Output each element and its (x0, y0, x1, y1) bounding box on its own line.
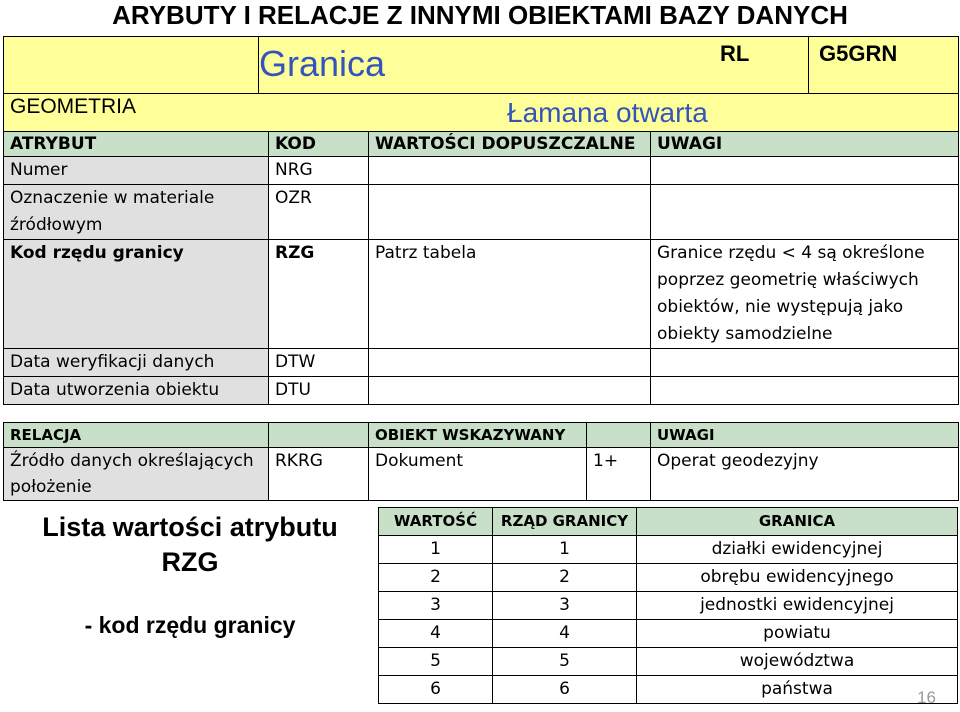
header-cell (587, 423, 651, 448)
attribute-values (369, 157, 651, 185)
boundary-cell: powiatu (637, 620, 958, 648)
header-cell: RZĄD GRANICY (493, 508, 637, 536)
attribute-notes (651, 185, 959, 240)
header-cell: ATRYBUT (4, 132, 269, 157)
table-row (379, 536, 958, 564)
attribute-name: Data weryfikacji danych (4, 349, 269, 377)
relation-object: Dokument (369, 448, 587, 501)
geometry-label: GEOMETRIA (10, 95, 137, 118)
attribute-name: Numer (4, 157, 269, 185)
object-rl: RL (720, 41, 750, 66)
table-row (379, 676, 958, 704)
table-header-row (379, 508, 958, 536)
header-cell: UWAGI (651, 423, 959, 448)
order-cell: 5 (493, 648, 637, 676)
side-subtitle: - kod rzędu granicy (84, 612, 296, 638)
order-cell: 4 (493, 620, 637, 648)
header-cell: WARTOŚCI DOPUSZCZALNE (369, 132, 651, 157)
table-row (4, 185, 959, 240)
attribute-code: DTU (269, 377, 369, 405)
table-row (4, 349, 959, 377)
side-title: Lista wartości atrybutu (42, 512, 338, 542)
value-cell: 4 (379, 620, 493, 648)
attribute-notes (651, 377, 959, 405)
attribute-code: DTW (269, 349, 369, 377)
object-header (3, 36, 959, 134)
header-cell: GRANICA (637, 508, 958, 536)
attribute-values (369, 377, 651, 405)
table-row (4, 448, 959, 501)
values-table (378, 507, 958, 704)
side-attribute-code: RZG (161, 547, 219, 577)
attribute-notes (651, 349, 959, 377)
value-cell: 6 (379, 676, 493, 704)
attribute-name: Oznaczenie w materiale źródłowym (4, 185, 269, 240)
header-divider (4, 93, 958, 94)
order-cell: 3 (493, 592, 637, 620)
attribute-name: Kod rzędu granicy (4, 240, 269, 349)
value-cell: 1 (379, 536, 493, 564)
page-number: 16 (917, 688, 936, 707)
order-cell: 6 (493, 676, 637, 704)
table-row (4, 157, 959, 185)
table-header-row (4, 423, 959, 448)
object-code: G5GRN (819, 41, 898, 66)
value-cell: 5 (379, 648, 493, 676)
order-cell: 2 (493, 564, 637, 592)
table-row (4, 240, 959, 349)
attribute-notes (651, 157, 959, 185)
boundary-cell: państwa (637, 676, 958, 704)
attribute-notes: Granice rzędu < 4 są określone poprzez geometrię właściwych obiektów, nie występują jako obiekty samodzielne (651, 240, 959, 349)
boundary-cell: działki ewidencyjnej (637, 536, 958, 564)
table-row (379, 620, 958, 648)
attribute-values (369, 349, 651, 377)
header-divider (808, 37, 809, 93)
table-row (379, 592, 958, 620)
attribute-values: Patrz tabela (369, 240, 651, 349)
table-header-row (4, 132, 959, 157)
attribute-code: NRG (269, 157, 369, 185)
boundary-cell: obrębu ewidencyjnego (637, 564, 958, 592)
value-cell: 3 (379, 592, 493, 620)
geometry-type: Łamana otwarta (507, 97, 708, 128)
attribute-code: RZG (269, 240, 369, 349)
header-cell: KOD (269, 132, 369, 157)
header-cell: UWAGI (651, 132, 959, 157)
relations-table (3, 422, 959, 501)
page-title: ARYBUTY I RELACJE Z INNYMI OBIEKTAMI BAZY DANYCH (112, 0, 848, 30)
value-cell: 2 (379, 564, 493, 592)
relation-code: RKRG (269, 448, 369, 501)
table-row (4, 377, 959, 405)
table-row (379, 648, 958, 676)
boundary-cell: województwa (637, 648, 958, 676)
attribute-name: Data utworzenia obiektu (4, 377, 269, 405)
object-name: Granica (259, 43, 386, 84)
table-row (379, 564, 958, 592)
relation-name: Źródło danych określających położenie (4, 448, 269, 501)
header-cell: RELACJA (4, 423, 269, 448)
boundary-cell: jednostki ewidencyjnej (637, 592, 958, 620)
relation-notes: Operat geodezyjny (651, 448, 959, 501)
order-cell: 1 (493, 536, 637, 564)
attribute-code: OZR (269, 185, 369, 240)
header-cell (269, 423, 369, 448)
header-cell: WARTOŚĆ (379, 508, 493, 536)
attributes-table (3, 131, 959, 405)
header-cell: OBIEKT WSKAZYWANY (369, 423, 587, 448)
attribute-values (369, 185, 651, 240)
relation-cardinality: 1+ (587, 448, 651, 501)
